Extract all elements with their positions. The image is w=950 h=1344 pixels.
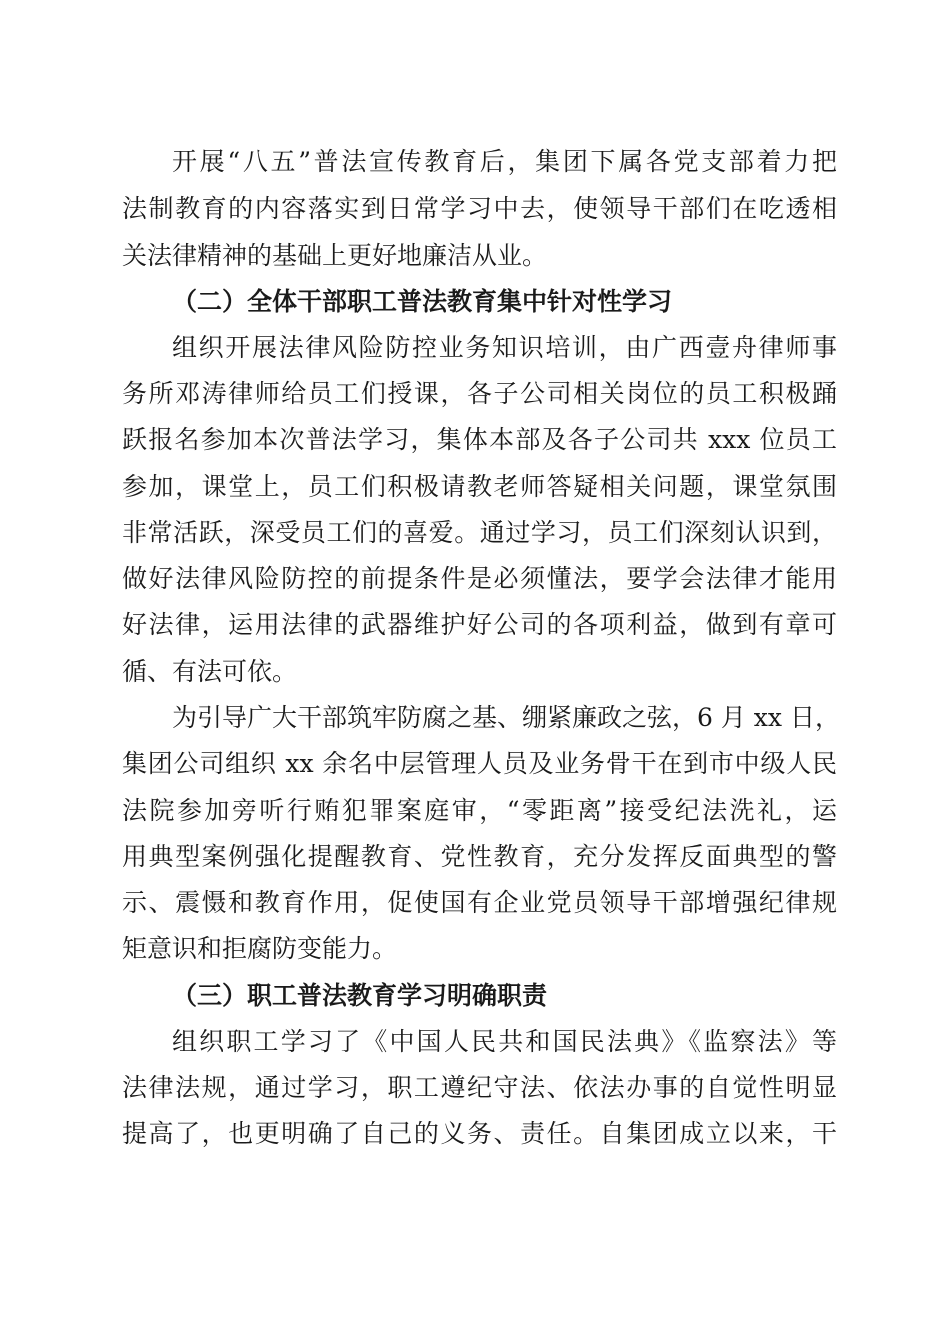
paragraph-3-line-3: 法院参加旁听行贿犯罪案庭审，“零距离”接受纪法洗礼，运 [122,796,837,825]
paragraph-2-line-2: 务所邓涛律师给员工们授课，各子公司相关岗位的员工积极踊 [122,379,837,408]
paragraph-4-line-3: 提高了，也更明确了自己的义务、责任。自集团成立以来，干 [122,1119,837,1148]
paragraph-2-line-6: 做好法律风险防控的前提条件是必须懂法，要学会法律才能用 [122,564,837,593]
paragraph-3-line-2: 集团公司组织 xx 余名中层管理人员及业务骨干在到市中级人民 [122,749,837,778]
paragraph-1-line-2: 法制教育的内容落实到日常学习中去，使领导干部们在吃透相 [122,194,837,223]
paragraph-2-line-5: 非常活跃，深受员工们的喜爱。通过学习，员工们深刻认识到， [122,518,837,547]
section-heading-2: （二）全体干部职工普法教育集中针对性学习 [172,287,673,316]
paragraph-3-line-6: 矩意识和拒腐防变能力。 [122,934,398,963]
paragraph-3-line-4: 用典型案例强化提醒教育、党性教育，充分发挥反面典型的警 [122,842,837,871]
paragraph-2-line-1: 组织开展法律风险防控业务知识培训，由广西壹舟律师事 [172,333,837,362]
paragraph-2-line-7: 好法律，运用法律的武器维护好公司的各项利益，做到有章可 [122,610,837,639]
paragraph-2-line-3: 跃报名参加本次普法学习，集体本部及各子公司共 xxx 位员工 [122,425,837,454]
paragraph-3-line-1: 为引导广大干部筑牢防腐之基、绷紧廉政之弦，6 月 xx 日， [172,703,840,732]
paragraph-2-line-8: 循、有法可依。 [122,657,298,686]
paragraph-1-line-3: 关法律精神的基础上更好地廉洁从业。 [122,241,548,270]
paragraph-3-line-5: 示、震慑和教育作用，促使国有企业党员领导干部增强纪律规 [122,888,837,917]
paragraph-1-line-1: 开展“八五”普法宣传教育后，集团下属各党支部着力把 [172,147,837,176]
paragraph-4-line-2: 法律法规，通过学习，职工遵纪守法、依法办事的自觉性明显 [122,1073,837,1102]
paragraph-4-line-1: 组织职工学习了《中国人民共和国民法典》《监察法》等 [172,1027,837,1056]
section-heading-3: （三）职工普法教育学习明确职责 [172,981,548,1010]
paragraph-2-line-4: 参加，课堂上，员工们积极请教老师答疑相关问题，课堂氛围 [122,472,837,501]
